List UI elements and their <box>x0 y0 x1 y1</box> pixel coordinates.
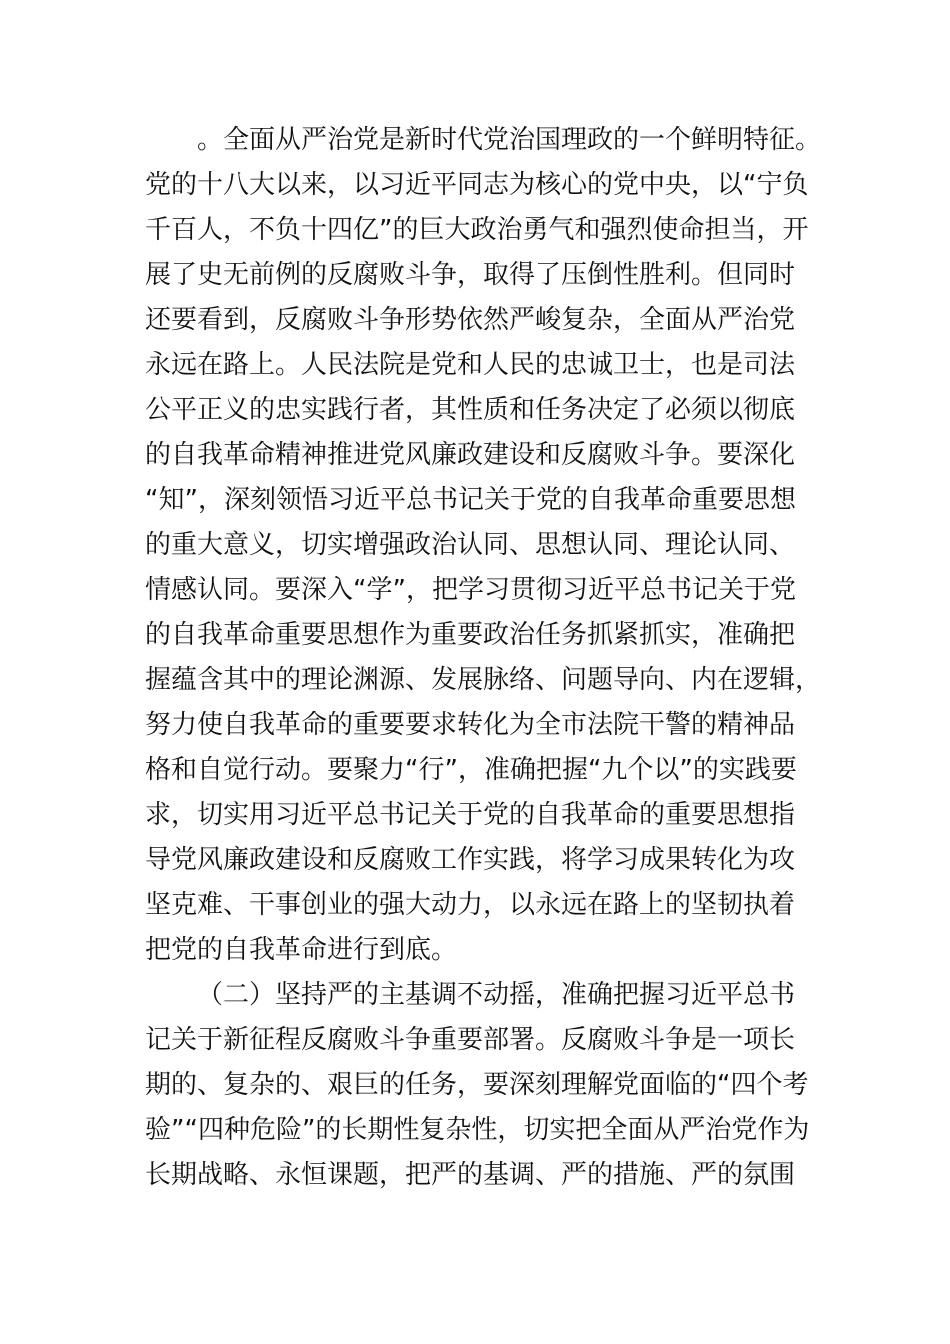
body-text <box>145 118 822 1198</box>
text-line: 握蕴含其中的理论渊源、发展脉络、问题导向、内在逻辑， <box>145 665 822 695</box>
text-line: 长期战略、永恒课题，把严的基调、严的措施、严的氛围 <box>145 1160 796 1190</box>
text-line: 记关于新征程反腐败斗争重要部署。反腐败斗争是一项长 <box>145 1025 796 1055</box>
text-line: 把党的自我革命进行到底。 <box>145 935 458 965</box>
text-line: 情感认同。要深入“学”，把学习贯彻习近平总书记关于党 <box>145 575 796 605</box>
text-line: 党的十八大以来，以习近平同志为核心的党中央，以“宁负 <box>145 170 809 200</box>
text-line: 展了史无前例的反腐败斗争，取得了压倒性胜利。但同时 <box>145 260 796 290</box>
text-line: 还要看到，反腐败斗争形势依然严峻复杂，全面从严治党 <box>145 305 796 335</box>
text-line: 坚克难、干事创业的强大动力，以永远在路上的坚韧执着 <box>145 890 796 920</box>
text-line: 。全面从严治党是新时代党治国理政的一个鲜明特征。 <box>197 125 822 155</box>
text-line: 验”“四种危险”的长期性复杂性，切实把全面从严治党作为 <box>145 1115 810 1145</box>
text-line: “知”，深刻领悟习近平总书记关于党的自我革命重要思想 <box>145 485 796 515</box>
text-line: 格和自觉行动。要聚力“行”，准确把握“九个以”的实践要 <box>145 755 797 785</box>
text-line: 努力使自我革命的重要要求转化为全市法院干警的精神品 <box>145 710 796 740</box>
text-line: 导党风廉政建设和反腐败工作实践，将学习成果转化为攻 <box>145 845 796 875</box>
text-line: 千百人，不负十四亿”的巨大政治勇气和强烈使命担当，开 <box>145 215 809 245</box>
text-line: 求，切实用习近平总书记关于党的自我革命的重要思想指 <box>145 800 796 830</box>
text-line: 的自我革命精神推进党风廉政建设和反腐败斗争。要深化 <box>145 440 796 470</box>
text-line: 的自我革命重要思想作为重要政治任务抓紧抓实，准确把 <box>145 620 796 650</box>
text-line: 的重大意义，切实增强政治认同、思想认同、理论认同、 <box>145 530 796 560</box>
text-line: 永远在路上。人民法院是党和人民的忠诚卫士，也是司法 <box>145 350 796 380</box>
text-line: （二）坚持严的主基调不动摇，准确把握习近平总书 <box>197 980 796 1010</box>
text-line: 期的、复杂的、艰巨的任务，要深刻理解党面临的“四个考 <box>145 1070 809 1100</box>
text-line: 公平正义的忠实践行者，其性质和任务决定了必须以彻底 <box>145 395 796 425</box>
